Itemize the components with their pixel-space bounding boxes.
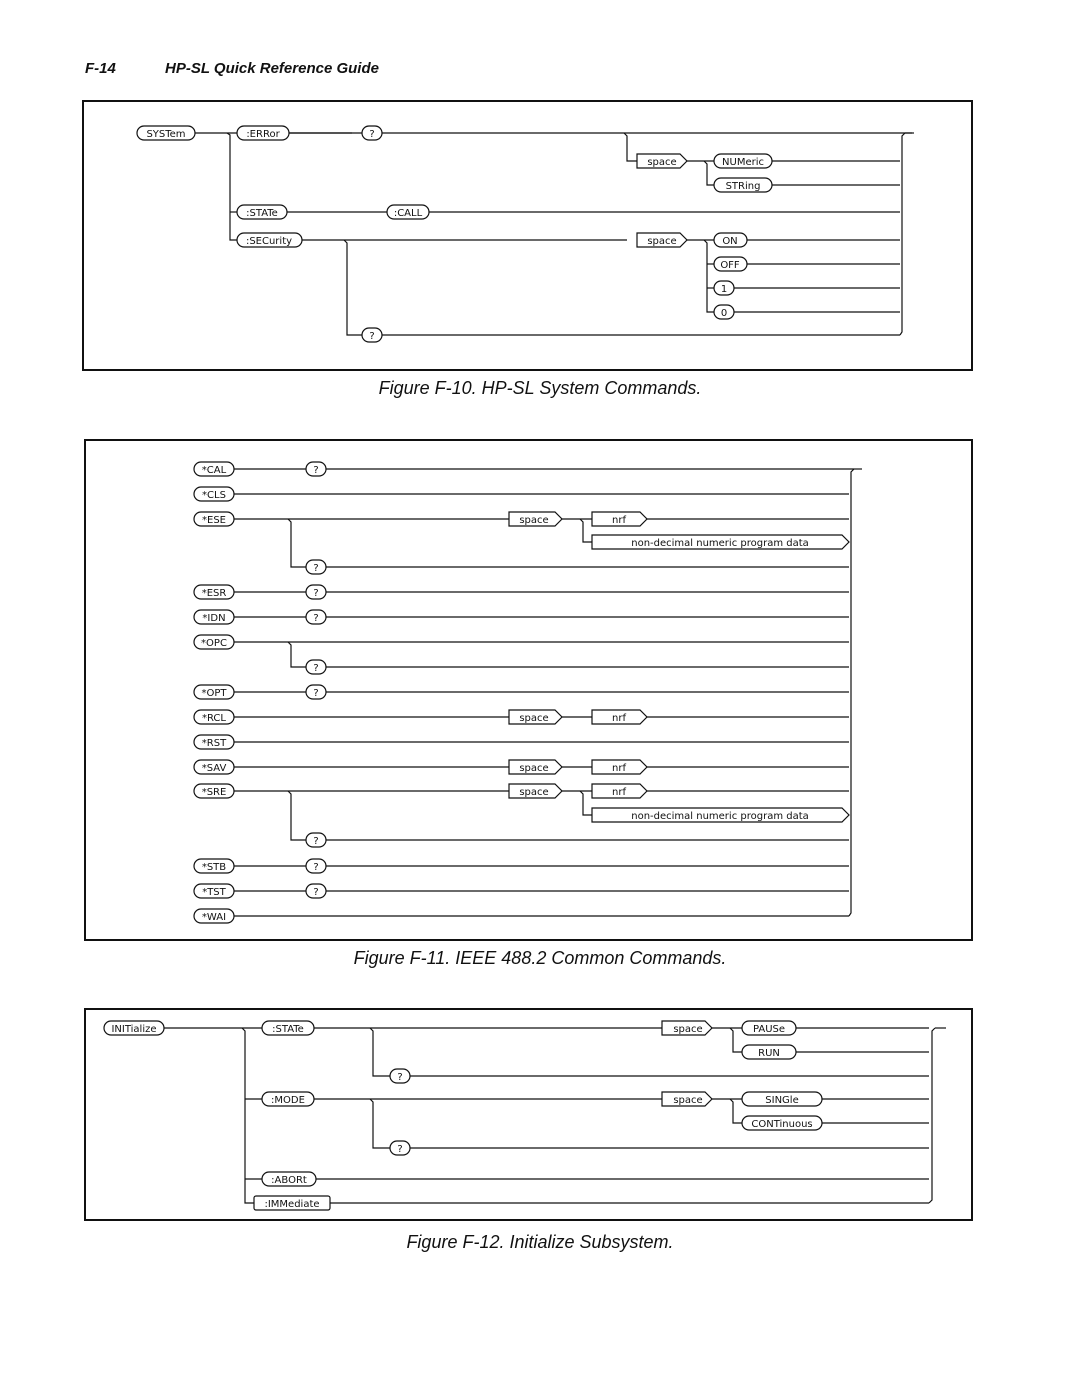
sav-space-label: space — [519, 763, 549, 774]
state-label: :STATe — [246, 208, 278, 219]
state-space-label: space — [673, 1024, 703, 1035]
rcl-nrf-label: nrf — [612, 713, 626, 724]
security-query-label: ? — [369, 331, 375, 342]
stb-label: *STB — [201, 862, 227, 873]
mode-label: :MODE — [271, 1095, 305, 1106]
run-label: RUN — [758, 1048, 780, 1059]
ese-nondecimal-label: non-decimal numeric program data — [631, 538, 809, 549]
sre-label: *SRE — [201, 787, 227, 798]
error-space-label: space — [647, 157, 677, 168]
init-state-label: :STATe — [272, 1024, 304, 1035]
zero-label: 0 — [720, 308, 728, 319]
sav-label: *SAV — [201, 763, 227, 774]
figure-f11-caption: Figure F-11. IEEE 488.2 Common Commands. — [353, 948, 727, 968]
rcl-space-label: space — [519, 713, 549, 724]
ese-space-label: space — [519, 515, 549, 526]
call-label: :CALL — [393, 208, 423, 219]
opc-query-label: ? — [313, 663, 319, 674]
stb-query-label: ? — [313, 862, 319, 873]
idn-query-label: ? — [313, 613, 319, 624]
opc-label: *OPC — [201, 638, 227, 649]
security-label: :SECurity — [245, 236, 293, 247]
ese-label: *ESE — [202, 515, 226, 526]
initialize-label: INITialize — [111, 1024, 157, 1035]
rst-label: *RST — [201, 738, 227, 749]
state-query-label: ? — [397, 1072, 403, 1083]
off-label: OFF — [720, 260, 740, 271]
on-label: ON — [722, 236, 738, 247]
single-label: SINGle — [765, 1095, 799, 1106]
wai-label: *WAI — [201, 912, 227, 923]
numeric-label: NUMeric — [722, 157, 764, 168]
esr-label: *ESR — [201, 588, 227, 599]
rcl-label: *RCL — [201, 713, 227, 724]
mode-space-label: space — [673, 1095, 703, 1106]
figure-f10-diagram — [82, 100, 974, 372]
opt-label: *OPT — [201, 688, 227, 699]
tst-query-label: ? — [313, 887, 319, 898]
cal-query-label: ? — [313, 465, 319, 476]
sav-nrf-label: nrf — [612, 763, 626, 774]
sre-space-label: space — [519, 787, 549, 798]
figure-f10-caption: Figure F-10. HP-SL System Commands. — [378, 378, 702, 398]
ese-nrf-label: nrf — [612, 515, 626, 526]
sre-nrf-label: nrf — [612, 787, 626, 798]
esr-query-label: ? — [313, 588, 319, 599]
opt-query-label: ? — [313, 688, 319, 699]
figure-f12-caption: Figure F-12. Initialize Subsystem. — [406, 1232, 674, 1252]
string-label: STRing — [725, 181, 761, 192]
cal-label: *CAL — [201, 465, 227, 476]
one-label: 1 — [720, 284, 728, 295]
pause-label: PAUSe — [752, 1024, 786, 1035]
ese-query-label: ? — [313, 563, 319, 574]
page-number: F-14 — [85, 60, 116, 77]
figure-f11-diagram — [84, 439, 974, 942]
mode-query-label: ? — [397, 1144, 403, 1155]
figure-f12-diagram — [84, 1008, 974, 1222]
tst-label: *TST — [202, 887, 226, 898]
systemm-label: SYSTem — [146, 129, 186, 140]
sre-query-label: ? — [313, 836, 319, 847]
sre-nondecimal-label: non-decimal numeric program data — [631, 811, 809, 822]
cls-label: *CLS — [202, 490, 226, 501]
error-query-label: ? — [369, 129, 375, 140]
abort-label: :ABORt — [271, 1175, 307, 1186]
guide-title: HP-SL Quick Reference Guide — [165, 60, 379, 77]
immediate-label: :IMMediate — [264, 1199, 320, 1210]
security-space-label: space — [647, 236, 677, 247]
error-label: :ERRor — [246, 129, 280, 140]
continuous-label: CONTinuous — [751, 1119, 813, 1130]
idn-label: *IDN — [202, 613, 226, 624]
